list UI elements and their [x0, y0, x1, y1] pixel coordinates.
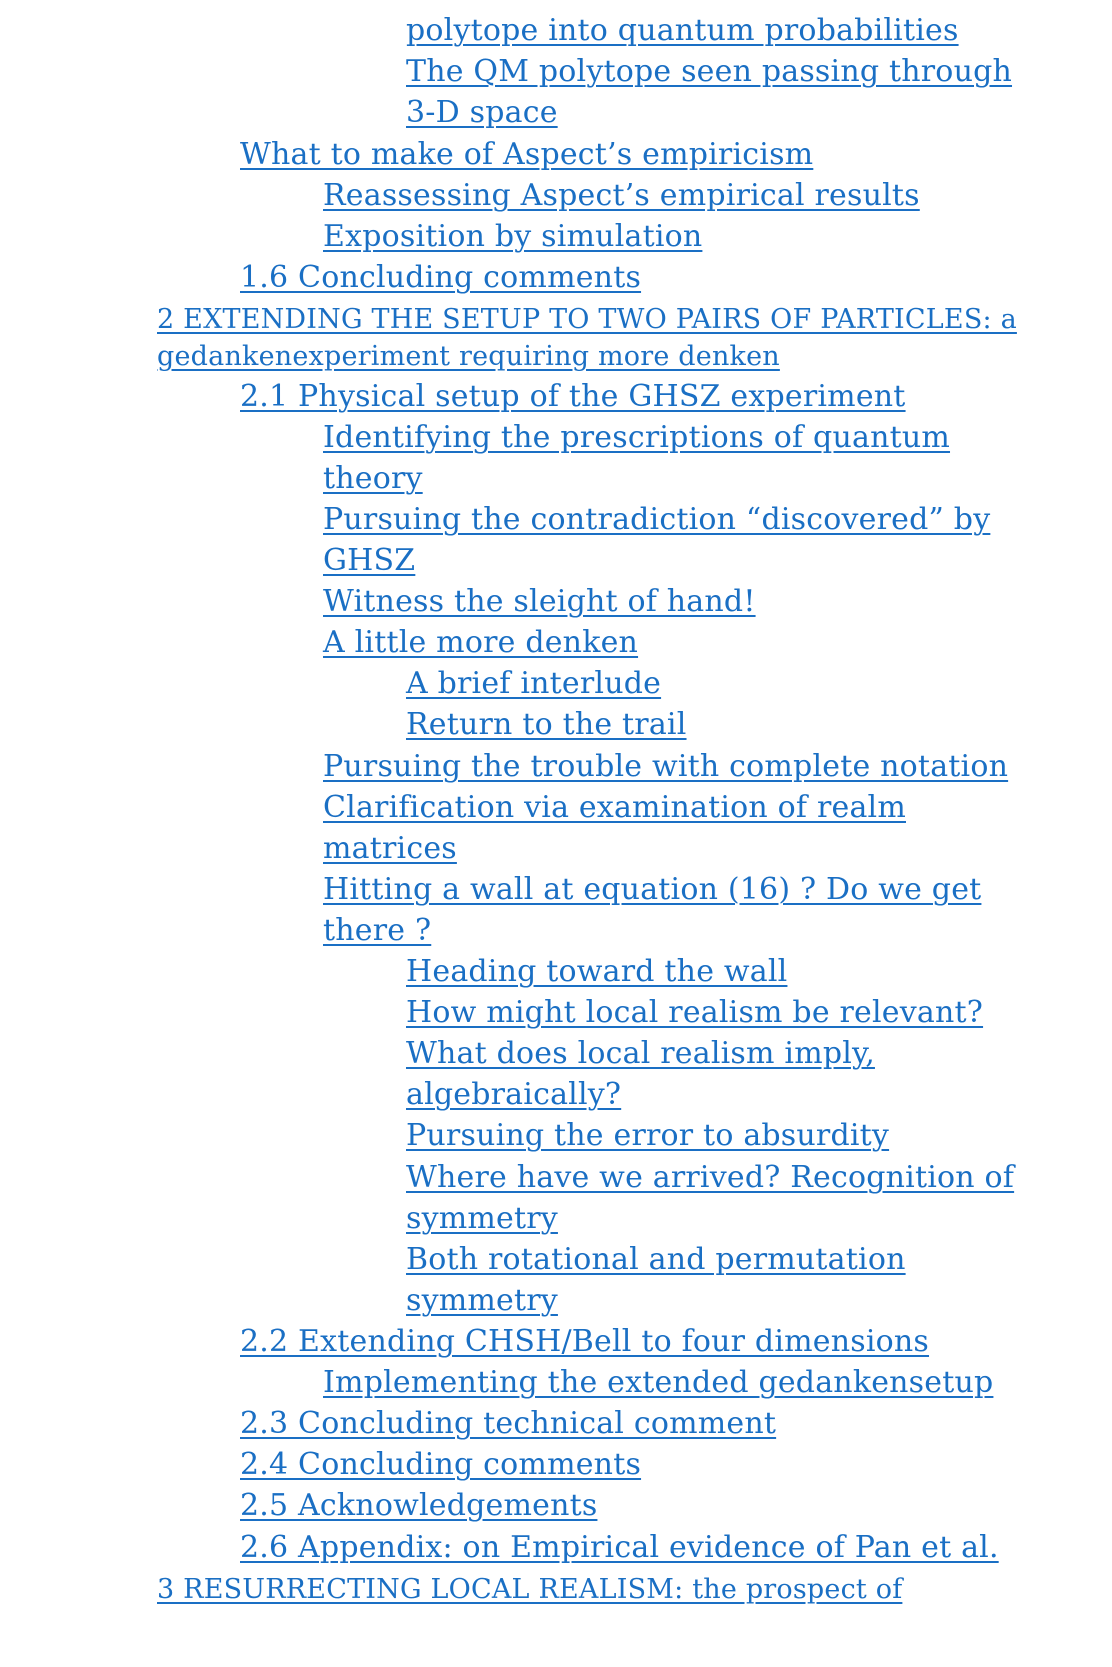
toc-link[interactable]: symmetry: [406, 1201, 558, 1236]
toc-link[interactable]: Implementing the extended gedankensetup: [323, 1365, 994, 1400]
toc-link[interactable]: symmetry: [406, 1283, 558, 1318]
toc-link[interactable]: 2.3 Concluding technical comment: [240, 1406, 777, 1441]
toc-link[interactable]: 2.4 Concluding comments: [240, 1447, 642, 1482]
toc-chapter-link[interactable]: gedankenexperiment requiring more denken: [157, 341, 780, 372]
toc-link[interactable]: Witness the sleight of hand!: [323, 584, 756, 619]
toc-link[interactable]: 2.6 Appendix: on Empirical evidence of Pan et al.: [240, 1530, 999, 1565]
toc-link[interactable]: Pursuing the error to absurdity: [406, 1118, 890, 1153]
toc-link[interactable]: there ?: [323, 913, 432, 948]
toc-link[interactable]: polytope into quantum probabilities: [406, 13, 959, 48]
toc-link[interactable]: A little more denken: [323, 625, 639, 660]
toc-link[interactable]: theory: [323, 461, 423, 496]
toc-link[interactable]: Pursuing the trouble with complete notation: [323, 749, 1009, 784]
toc-link[interactable]: Pursuing the contradiction “discovered” by: [323, 502, 991, 537]
toc-link[interactable]: What to make of Aspect’s empiricism: [240, 137, 814, 172]
toc-chapter-link[interactable]: 3 RESURRECTING LOCAL REALISM: the prospect of: [157, 1574, 903, 1605]
toc-link[interactable]: GHSZ: [323, 543, 416, 578]
toc-link[interactable]: Identifying the prescriptions of quantum: [323, 420, 951, 455]
toc-link[interactable]: 3-D space: [406, 95, 558, 130]
toc-link[interactable]: Hitting a wall at equation (16) ? Do we get: [323, 872, 982, 907]
toc-link[interactable]: Exposition by simulation: [323, 219, 703, 254]
toc-link[interactable]: algebraically?: [406, 1077, 622, 1112]
toc-link[interactable]: Return to the trail: [406, 707, 687, 742]
toc-link[interactable]: Reassessing Aspect’s empirical results: [323, 178, 920, 213]
toc-link[interactable]: A brief interlude: [406, 666, 662, 701]
toc-chapter-link[interactable]: 2 EXTENDING THE SETUP TO TWO PAIRS OF PARTICLES: a: [157, 304, 1017, 335]
toc-link[interactable]: Both rotational and permutation: [406, 1242, 906, 1277]
toc-link[interactable]: Clarification via examination of realm: [323, 790, 906, 825]
toc-link[interactable]: Where have we arrived? Recognition of: [406, 1160, 1015, 1195]
toc-link[interactable]: 2.2 Extending CHSH/Bell to four dimensions: [240, 1324, 930, 1359]
toc-link[interactable]: 2.5 Acknowledgements: [240, 1488, 598, 1523]
toc-link[interactable]: The QM polytope seen passing through: [406, 54, 1013, 89]
toc-link[interactable]: How might local realism be relevant?: [406, 995, 984, 1030]
toc-link[interactable]: 1.6 Concluding comments: [240, 260, 642, 295]
toc-link[interactable]: matrices: [323, 831, 457, 866]
toc-link[interactable]: What does local realism imply,: [406, 1036, 875, 1071]
toc-link[interactable]: Heading toward the wall: [406, 954, 788, 989]
toc-link[interactable]: 2.1 Physical setup of the GHSZ experiment: [240, 379, 906, 414]
